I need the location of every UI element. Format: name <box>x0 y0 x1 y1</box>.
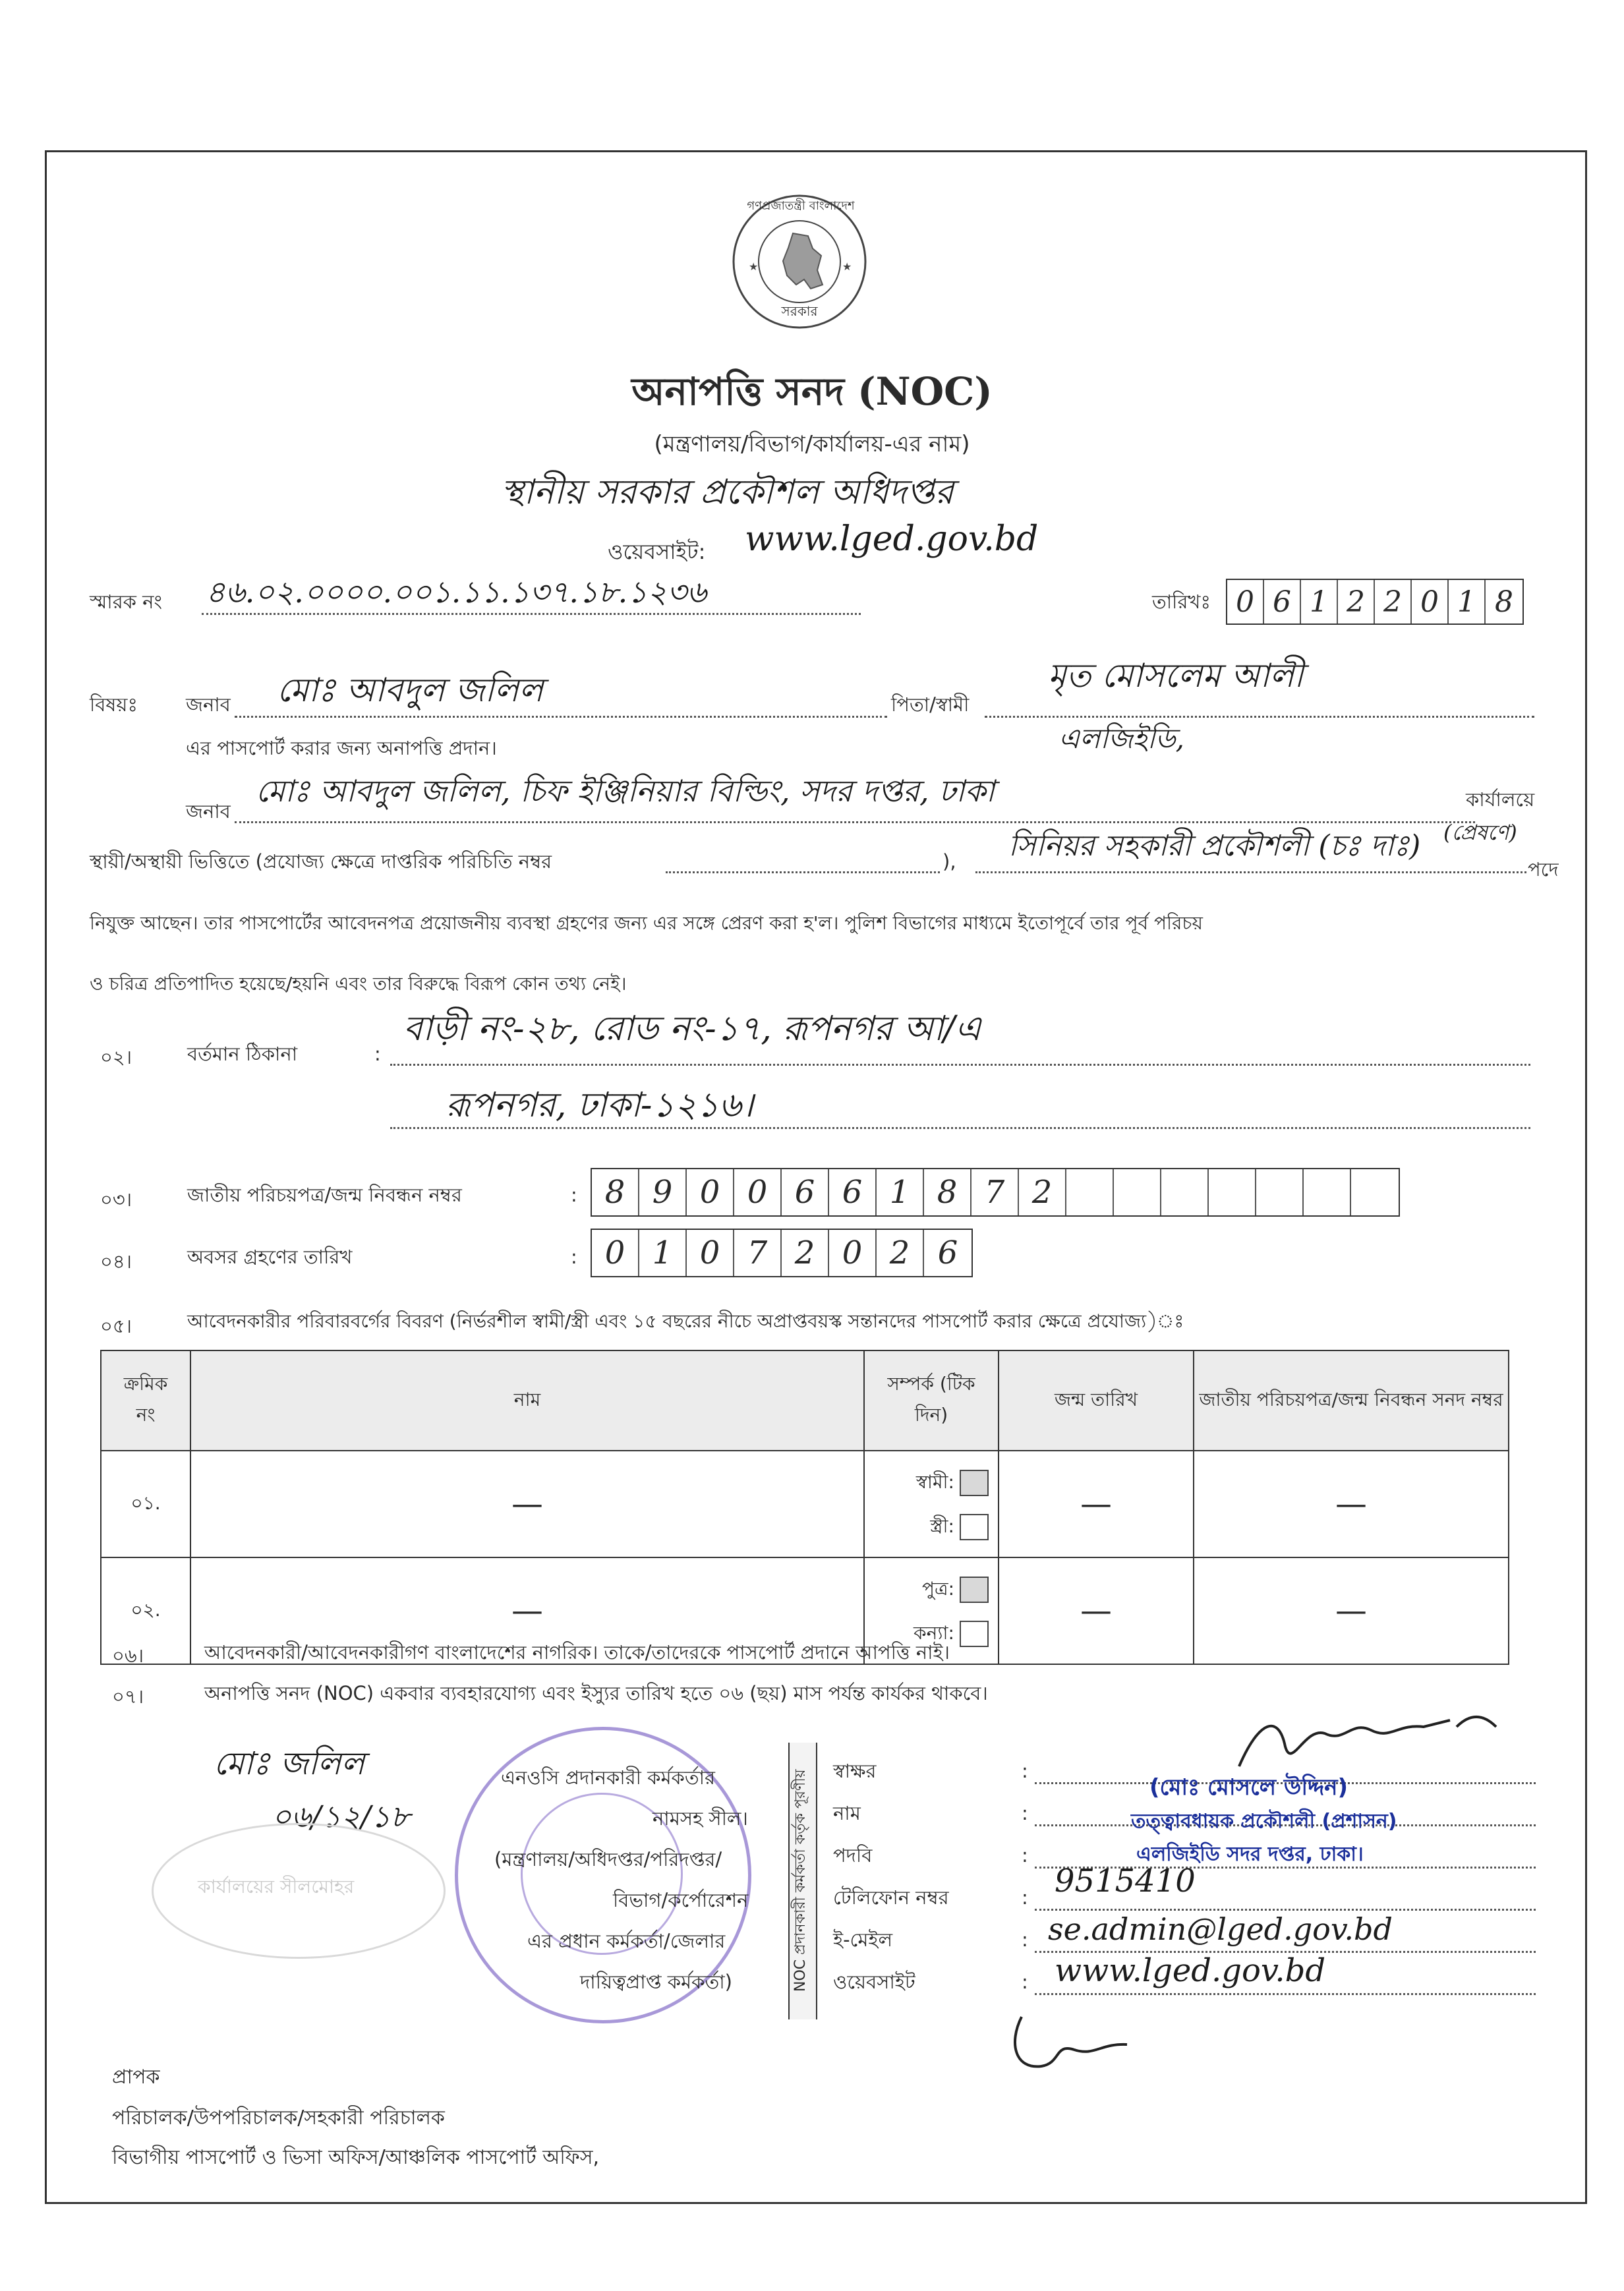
son-checkbox[interactable] <box>960 1577 989 1603</box>
item-06-text: আবেদনকারী/আবেদনকারীগণ বাংলাদেশের নাগরিক। তাকে/তাদেরকে পাসপোর্ট প্রদানে আপত্তি নাই। <box>204 1641 950 1664</box>
father-name: মৃত মোসলেম আলী <box>1048 656 1304 695</box>
header-relation <box>864 1350 999 1451</box>
basis-dotted-line <box>666 871 940 873</box>
item-02-number: ০২। <box>100 1046 132 1068</box>
header-serial <box>101 1350 190 1451</box>
item-04-colon: : <box>571 1246 577 1268</box>
telephone-dots <box>1035 1909 1536 1911</box>
ministry-subtitle: (মন্ত্রণালয়/বিভাগ/কার্যালয়-এর নাম) <box>654 431 970 457</box>
address-dotted-line1 <box>390 1064 1530 1066</box>
row1-name: — <box>190 1451 864 1557</box>
nid-digit-box: 9 <box>639 1169 687 1215</box>
signature-colon: : <box>1022 1760 1028 1782</box>
father-label: পিতা/স্বামী <box>891 693 970 716</box>
basis-text-content: স্থায়ী/অস্থায়ী ভিত্তিতে (প্রযোজ্য ক্ষেত্রে দাপ্তরিক পরিচিতি নম্বর <box>90 850 552 873</box>
row2-nid: — <box>1194 1557 1509 1664</box>
issuer-line-3: (মন্ত্রণালয়/অধিদপ্তর/পরিদপ্তর/ <box>494 1848 722 1870</box>
item-05-label: আবেদনকারীর পরিবারবর্গের বিবরণ (নির্ভরশীল স্বামী/স্ত্রী এবং ১৫ বছরের নীচে অপ্রাপ্তবয়স্ক সন্তানদের পাসপোর্ট করার ক্ষেত্রে প্রযোজ্য)ঃ <box>187 1310 1184 1332</box>
website-value-field: www.lged.gov.bd <box>1055 1952 1326 1989</box>
relation-daughter-label: কন্যা: <box>914 1622 954 1644</box>
nid-digit-box <box>1256 1169 1304 1215</box>
website-field-label: ওয়েবসাইট <box>833 1971 915 1993</box>
address-dotted-line2 <box>390 1127 1530 1129</box>
page-title: অনাপত্তি সনদ (NOC) <box>631 369 993 414</box>
officer-designation-stamp: তত্ত্বাবধায়ক প্রকৌশলী (প্রশাসন) <box>1131 1810 1397 1833</box>
website-colon: : <box>1022 1971 1028 1993</box>
item-07-text: অনাপত্তি সনদ (NOC) একবার ব্যবহারযোগ্য এবং ইস্যুর তারিখ হতে ০৬ (ছয়) মাস পর্যন্ত কার্যকর থাকবে। <box>204 1682 988 1704</box>
row2-serial: ০২. <box>101 1557 190 1664</box>
subject-line2: এর পাসপোর্ট করার জন্য অনাপত্তি প্রদান। <box>186 737 497 759</box>
name-colon: : <box>1022 1802 1028 1824</box>
office-label: কার্যালয়ে <box>1466 788 1535 811</box>
signature-field-label: স্বাক্ষর <box>833 1760 877 1782</box>
issue-date-digit-box: 2 <box>1375 580 1412 624</box>
item-04-label: অবসর গ্রহণের তারিখ <box>187 1246 353 1268</box>
bangladesh-emblem <box>730 192 869 331</box>
issue-date-boxes <box>1226 579 1524 625</box>
issuer-line-1: এনওসি প্রদানকারী কর্মকর্তার <box>501 1766 715 1789</box>
website-dots <box>1035 1993 1536 1995</box>
issue-date-digit-box: 1 <box>1301 580 1338 624</box>
present-address-line2: রূপনগর, ঢাকা-১২১৬। <box>446 1086 754 1125</box>
relation-wife-label: স্ত্রী: <box>930 1515 954 1537</box>
header-nid: জাতীয় পরিচয়পত্র/জন্ম নিবন্ধন সনদ নম্বর <box>1194 1350 1509 1451</box>
retirement-date-digit-box: 0 <box>687 1230 734 1276</box>
issuer-line-2: নামসহ সীল। <box>652 1807 748 1830</box>
row2-dob: — <box>999 1557 1194 1664</box>
telephone-colon: : <box>1022 1886 1028 1909</box>
item-04-number: ০৪। <box>100 1250 132 1273</box>
recipient-label: প্রাপক <box>112 2066 160 2089</box>
applicant-office-handwritten: মোঃ আবদুল জলিল, চিফ ইঞ্জিনিয়ার বিল্ডিং, সদর দপ্তর, ঢাকা <box>256 773 995 809</box>
retirement-date-digit-box: 2 <box>782 1230 829 1276</box>
nid-digit-box <box>1209 1169 1256 1215</box>
item-06-number: ০৬। <box>112 1644 144 1667</box>
body-janab-label: জনাব <box>186 800 231 823</box>
subject-label: বিষয়ঃ <box>90 693 138 716</box>
header-serial-text: ক্রমিক নং <box>123 1373 168 1426</box>
issue-date-digit-box: 0 <box>1412 580 1449 624</box>
item-02-colon: : <box>374 1043 381 1065</box>
relation-son-label: পুত্র: <box>921 1577 954 1600</box>
retirement-date-digit-box: 6 <box>937 1234 958 1271</box>
website-label: ওয়েবসাইট: <box>608 539 706 564</box>
relation-husband <box>865 1460 989 1504</box>
row1-nid: — <box>1194 1451 1509 1557</box>
nid-digit-box <box>1304 1169 1351 1215</box>
designation-dotted-line <box>975 871 1526 873</box>
basis-text <box>90 850 552 873</box>
retirement-date-digit-box: 1 <box>639 1230 687 1276</box>
relation-wife <box>865 1504 989 1548</box>
present-address-line1: বাড়ী নং-২৮, রোড নং-১৭, রূপনগর আ/এ <box>403 1009 981 1049</box>
nid-digit-box: 0 <box>687 1169 734 1215</box>
memo-label: স্মারক নং <box>90 591 162 613</box>
email-field-label: ই-মেইল <box>833 1928 893 1951</box>
designation-note: (প্রেষণে) <box>1443 820 1517 845</box>
row2-name: — <box>190 1557 864 1664</box>
subject-janab-label: জনাব <box>186 693 231 716</box>
left-note-line1: মোঃ জলিল <box>214 1745 365 1782</box>
issuer-line-6: দায়িত্বপ্রাপ্ত কর্মকর্তা) <box>580 1971 732 1993</box>
designation-field-label: পদবি <box>833 1844 873 1867</box>
nid-digit-box: 8 <box>924 1169 972 1215</box>
svg-text:★: ★ <box>749 260 759 273</box>
header-name: নাম <box>190 1350 864 1451</box>
office-dotted-line <box>235 821 1475 823</box>
recipient-line2: বিভাগীয় পাসপোর্ট ও ভিসা অফিস/আঞ্চলিক পাসপোর্ট অফিস, <box>112 2146 600 2169</box>
family-table <box>100 1350 1509 1665</box>
memo-number: ৪৬.০২.০০০০.০০১.১১.১৩৭.১৮.১২৩৬ <box>206 574 707 610</box>
row1-serial: ০১. <box>101 1451 190 1557</box>
office-stamp-line: এলজিইডি সদর দপ্তর, ঢাকা। <box>1136 1843 1364 1866</box>
officer-signature <box>1232 1707 1516 1780</box>
office-seal-text: কার্যালয়ের সীলমোহর <box>198 1876 355 1898</box>
body-paragraph-line2: ও চরিত্র প্রতিপাদিত হয়েছে/হয়নি এবং তার বিরুদ্ধে বিরূপ কোন তথ্য নেই। <box>90 973 627 995</box>
pade-label: পদে <box>1528 858 1559 881</box>
office-name-handwritten: স্থানীয় সরকার প্রকৌশল অধিদপ্তর <box>501 473 954 512</box>
issue-date-digit-box: 6 <box>1264 580 1301 624</box>
header-relation-text: সম্পর্ক (টিক দিন) <box>887 1373 975 1426</box>
telephone-field-label: টেলিফোন নম্বর <box>833 1886 949 1909</box>
relation-son <box>865 1567 989 1611</box>
retirement-date-digit-box: 0 <box>829 1230 877 1276</box>
wife-checkbox[interactable] <box>960 1514 989 1540</box>
item-07-number: ০৭। <box>112 1685 144 1708</box>
retirement-date-digit-box: 2 <box>877 1230 924 1276</box>
emblem-bottom-text: সরকার <box>781 303 818 319</box>
applicant-name: মোঃ আবদুল জলিল <box>277 671 544 709</box>
email-value: se.admin@lged.gov.bd <box>1048 1911 1393 1947</box>
nid-digit-box <box>1114 1169 1161 1215</box>
noc-vertical-label: NOC প্রদানকারী কর্মকর্তা কর্তৃক পূরণীয় <box>792 1769 809 1992</box>
issue-date-digit-box: 0 <box>1227 580 1264 624</box>
row1-dob: — <box>999 1451 1194 1557</box>
item-03-number: ০৩। <box>100 1188 132 1211</box>
applicant-dotted-line <box>235 716 887 718</box>
nid-digit-box <box>1066 1169 1114 1215</box>
header-dob: জন্ম তারিখ <box>999 1350 1194 1451</box>
family-table-header-row <box>101 1350 1509 1451</box>
nid-digit-box: 1 <box>877 1169 924 1215</box>
initial-scribble <box>1002 2004 1147 2076</box>
basis-end: ), <box>942 850 956 873</box>
daughter-checkbox[interactable] <box>960 1621 989 1647</box>
nid-digit-box: 6 <box>782 1169 829 1215</box>
row1-relation <box>864 1451 999 1557</box>
retirement-date-digit-box: 7 <box>734 1230 782 1276</box>
nid-digit-box: 6 <box>829 1169 877 1215</box>
date-label: তারিখঃ <box>1152 591 1211 613</box>
email-colon: : <box>1022 1928 1028 1951</box>
husband-checkbox[interactable] <box>960 1470 989 1496</box>
issue-date-digit-box: 1 <box>1449 580 1486 624</box>
issuer-line-5: এর প্রধান কর্মকর্তা/জেলার <box>527 1930 726 1952</box>
retirement-date-digit-box: 0 <box>592 1230 639 1276</box>
designation-colon: : <box>1022 1844 1028 1867</box>
table-row <box>101 1451 1509 1557</box>
nid-number-boxes <box>591 1168 1400 1217</box>
issuer-line-4: বিভাগ/কর্পোরেশন <box>613 1889 749 1911</box>
left-note-line2: ০৬/১২/১৮ <box>272 1799 411 1834</box>
nid-digit-box: 0 <box>734 1169 782 1215</box>
website-value: www.lged.gov.bd <box>745 519 1039 559</box>
recipient-line1: পরিচালক/উপপরিচালক/সহকারী পরিচালক <box>112 2106 445 2130</box>
nid-digit-box: 7 <box>972 1169 1019 1215</box>
relation-husband-label: স্বামী: <box>915 1470 954 1493</box>
item-03-colon: : <box>571 1184 577 1206</box>
nid-digit-box <box>1351 1169 1399 1215</box>
issue-date-digit-box: 8 <box>1495 585 1513 619</box>
body-paragraph-line1: নিযুক্ত আছেন। তার পাসপোর্টের আবেদনপত্র প্রয়োজনীয় ব্যবস্থা গ্রহণের জন্য এর সঙ্গে প্রেরণ করা হ'ল। পুলিশ বিভাগের মাধ্যমে ইতোপূর্বে তার পূর্ব পরিচয় <box>90 912 1203 934</box>
telephone-value: 9515410 <box>1055 1863 1196 1900</box>
nid-digit-box: 8 <box>592 1169 639 1215</box>
officer-name-stamp: (মোঃ মোসলে উদ্দিন) <box>1149 1774 1348 1801</box>
emblem-top-text: গণপ্রজাতন্ত্রী বাংলাদেশ <box>747 199 855 213</box>
lged-insert-note: এলজিইডি, <box>1058 722 1184 755</box>
nid-digit-box: 2 <box>1019 1169 1066 1215</box>
memo-dotted-line <box>202 613 861 615</box>
designation-handwritten: সিনিয়র সহকারী প্রকৌশলী (চঃ দাঃ) <box>1008 829 1421 863</box>
item-03-label: জাতীয় পরিচয়পত্র/জন্ম নিবন্ধন নম্বর <box>187 1184 462 1206</box>
item-02-label: বর্তমান ঠিকানা <box>187 1043 298 1065</box>
nid-digit-box <box>1161 1169 1209 1215</box>
svg-text:★: ★ <box>842 260 852 273</box>
issue-date-digit-box: 2 <box>1338 580 1375 624</box>
item-05-number: ০৫। <box>100 1315 132 1337</box>
retirement-date-boxes <box>591 1229 973 1277</box>
name-field-label: নাম <box>833 1802 861 1824</box>
